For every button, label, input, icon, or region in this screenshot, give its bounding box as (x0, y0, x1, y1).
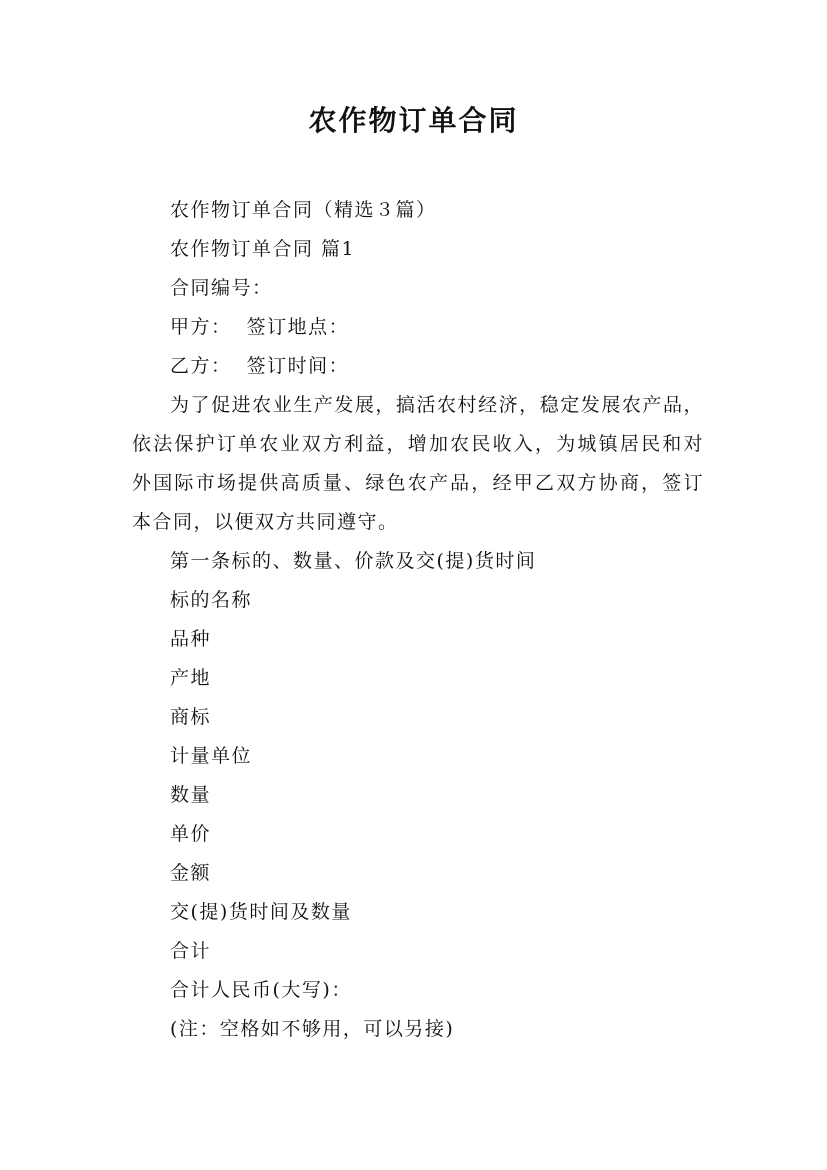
item-total: 合计 (170, 940, 212, 962)
preamble-paragraph: 为了促进农业生产发展，搞活农村经济，稳定发展农产品，依法保护订单农业双方利益，增加农民收入，为城镇居民和对外国际市场提供高质量、绿色农产品，经甲乙双方协商，签订本合同，以便双方共同遵守。 (132, 394, 704, 533)
item-unit-price: 单价 (170, 823, 212, 845)
note-line: (注：空格如不够用，可以另接) (170, 1018, 455, 1040)
article-one-heading: 第一条标的、数量、价款及交(提)货时间 (170, 550, 537, 572)
item-variety: 品种 (170, 628, 212, 650)
item-quantity: 数量 (170, 784, 212, 806)
item-unit: 计量单位 (170, 745, 253, 767)
item-origin: 产地 (170, 667, 212, 689)
document-body (132, 191, 704, 1049)
party-b-line: 乙方： 签订时间： (170, 355, 350, 377)
document-title: 农作物订单合同 (308, 104, 519, 137)
section-heading-part-one: 农作物订单合同 篇1 (170, 238, 356, 260)
item-total-rmb: 合计人民币(大写)： (170, 979, 352, 1001)
item-trademark: 商标 (170, 706, 212, 728)
item-amount: 金额 (170, 862, 212, 884)
item-subject-name: 标的名称 (170, 589, 253, 611)
item-delivery-time: 交(提)货时间及数量 (170, 901, 352, 923)
subtitle-selected-three: 农作物订单合同（精选３篇） (170, 199, 437, 221)
contract-number-line: 合同编号： (170, 277, 273, 299)
party-a-line: 甲方： 签订地点： (170, 316, 350, 338)
